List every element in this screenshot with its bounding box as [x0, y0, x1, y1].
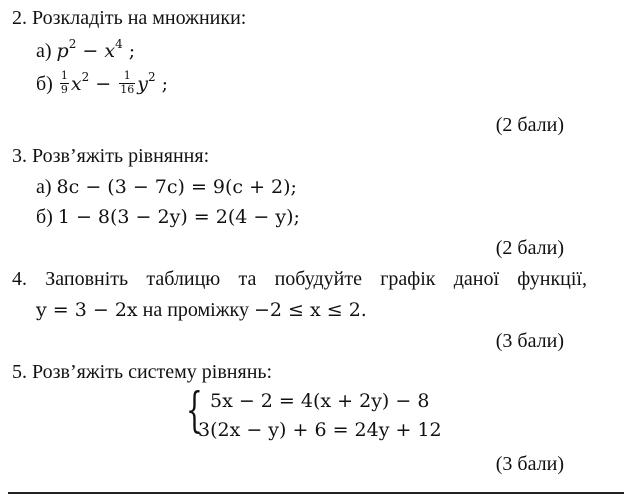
- task2-a-expr: $p^2 - x^4$ ;: [56, 37, 136, 62]
- task5-title: 5. Розв’яжіть систему рівнянь:: [12, 361, 273, 383]
- task3-b-expr: 1 − 8(3 − 2y) = 2(4 − y);: [57, 206, 300, 228]
- task4-points: (3 бали): [495, 330, 564, 352]
- task3-title: 3. Розв’яжіть рівняння:: [12, 145, 210, 167]
- task4-line2-text: на проміжку: [137, 299, 254, 321]
- task4-line2: [36, 300, 367, 320]
- task2-item-b: [36, 69, 169, 98]
- task5-eq1: 5x − 2 = 4(x + 2y) − 8: [210, 390, 430, 412]
- task4-title-line: [12, 269, 587, 289]
- task4-function-expr: y = 3 − 2x: [36, 299, 138, 321]
- task2-item-a: [36, 37, 136, 62]
- task2-title: 2. Розкладіть на множники:: [12, 7, 247, 29]
- task3-item-a: [36, 177, 297, 197]
- task2-b-expr: $\frac{1}{9}$ $x^2$ − $\frac{1}{16}$ $y^2$ ;: [60, 69, 169, 96]
- task3-points: (2 бали): [495, 237, 564, 259]
- task4-title: 4. Заповніть таблицю та побудуйте графік даної функції,: [12, 268, 587, 290]
- system-brace-icon: {: [186, 382, 203, 438]
- task2-b-label: б): [36, 73, 53, 96]
- bottom-divider: [8, 492, 624, 494]
- task5-eq2: 3(2x − y) + 6 = 24y + 12: [198, 419, 442, 441]
- task5-points: (3 бали): [495, 453, 564, 475]
- task4-range-expr: −2 ≤ x ≤ 2.: [254, 299, 367, 321]
- task3-a-label: а): [36, 176, 52, 198]
- fraction-one-ninth: $\frac{1}{9}$: [60, 69, 68, 96]
- task3-item-b: [36, 207, 300, 227]
- task2-a-label: а): [36, 40, 52, 62]
- task3-a-expr: 8c − (3 − 7c) = 9(c + 2);: [56, 176, 297, 198]
- task2-points: (2 бали): [495, 114, 564, 136]
- fraction-one-sixteenth: $\frac{1}{16}$: [120, 69, 135, 96]
- task3-b-label: б): [36, 206, 53, 228]
